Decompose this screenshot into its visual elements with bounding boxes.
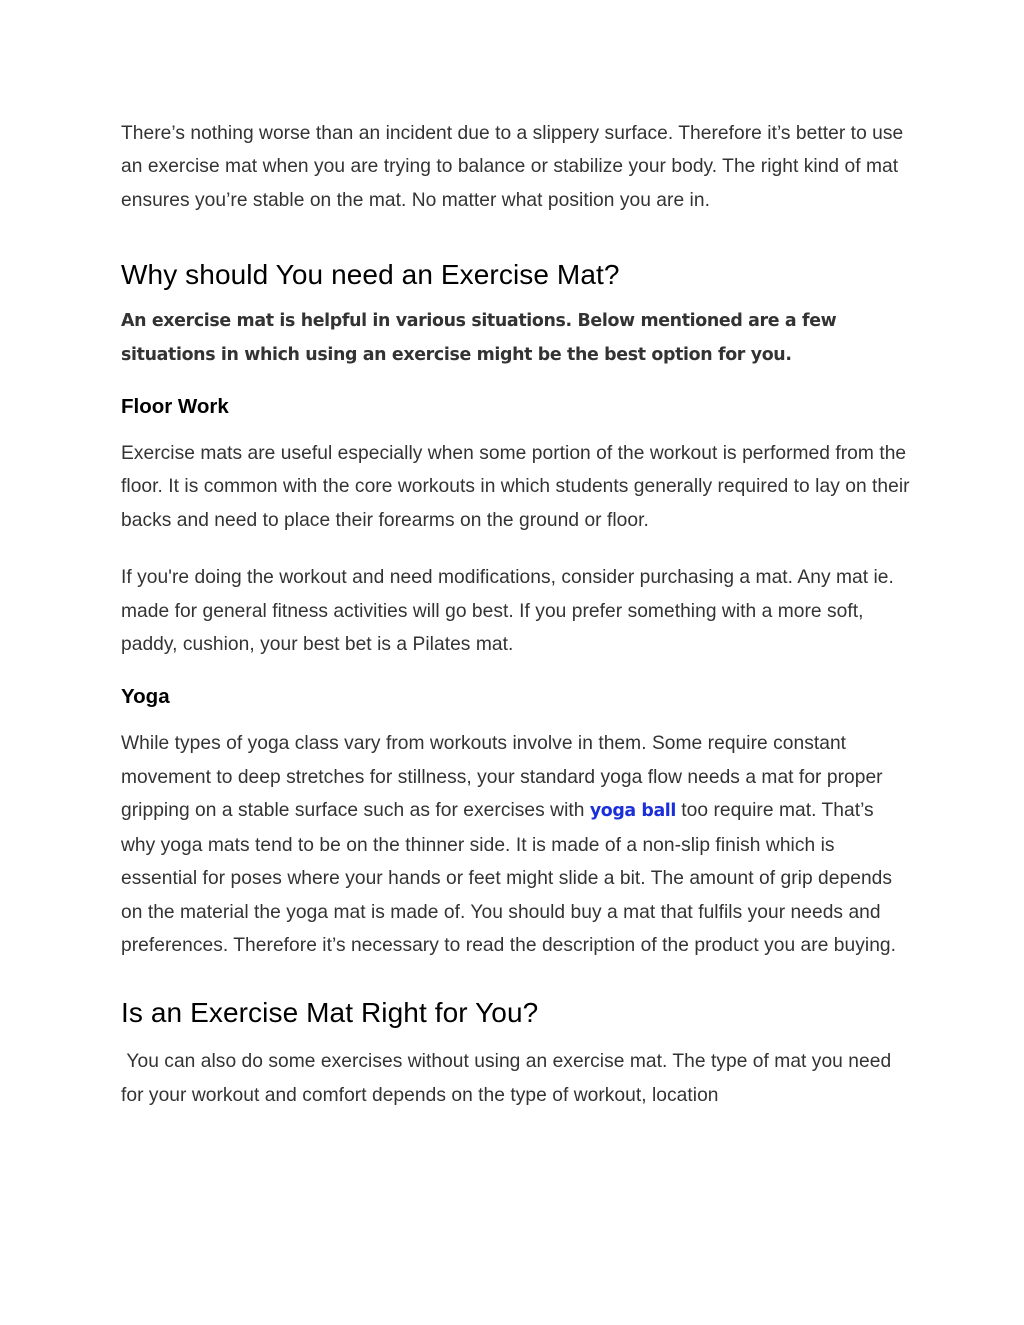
section-heading-mat-right: Is an Exercise Mat Right for You?: [121, 997, 539, 1029]
subheading-floor-work: Floor Work: [121, 395, 229, 419]
mat-right-paragraph: You can also do some exercises without using an exercise mat. The type of mat you need for your workout and comfort depends on the type of workout, location: [121, 1051, 897, 1106]
yoga-paragraph: [121, 727, 911, 962]
yoga-ball-link[interactable]: yoga ball: [589, 801, 676, 822]
yoga-text-before-link: While types of yoga class vary from workouts involve in them. Some require constant movement to deep stretches for stillness, your standard yoga flow needs a mat for proper gripping on a stable surface such as for exercises with: [121, 733, 883, 822]
subheading-yoga: Yoga: [121, 685, 170, 709]
section-heading-why-mat: Why should You need an Exercise Mat?: [121, 259, 620, 291]
document-page: [121, 117, 911, 1112]
yoga-text-after-link: too require mat. That’s why yoga mats tend to be on the thinner side. It is made of a non-slip finish which is essential for poses where your hands or feet might slide a bit. The amount of grip depends on the material the yoga mat is made of. You should buy a mat that fulfils your needs and preferences. Therefore it’s necessary to read the description of the product you are buying.: [121, 800, 897, 956]
floor-work-paragraph-1: Exercise mats are useful especially when some portion of the workout is performed from the floor. It is common with the core workouts in which students generally required to lay on their backs and need to place their forearms on the ground or floor.: [121, 443, 910, 531]
intro-paragraph: There’s nothing worse than an incident due to a slippery surface. Therefore it’s better to use an exercise mat when you are trying to balance or stabilize your body. The right kind of mat ensures you’re stable on the mat. No matter what position you are in.: [121, 123, 904, 211]
floor-work-paragraph-2: If you're doing the workout and need modifications, consider purchasing a mat. Any mat ie. made for general fitness activities will go best. If you prefer something with a more soft, paddy, cushion, your best bet is a Pilates mat.: [121, 567, 894, 656]
section-lead-paragraph: An exercise mat is helpful in various situations. Below mentioned are a few situations in which using an exercise might be the best option for you.: [121, 311, 837, 365]
